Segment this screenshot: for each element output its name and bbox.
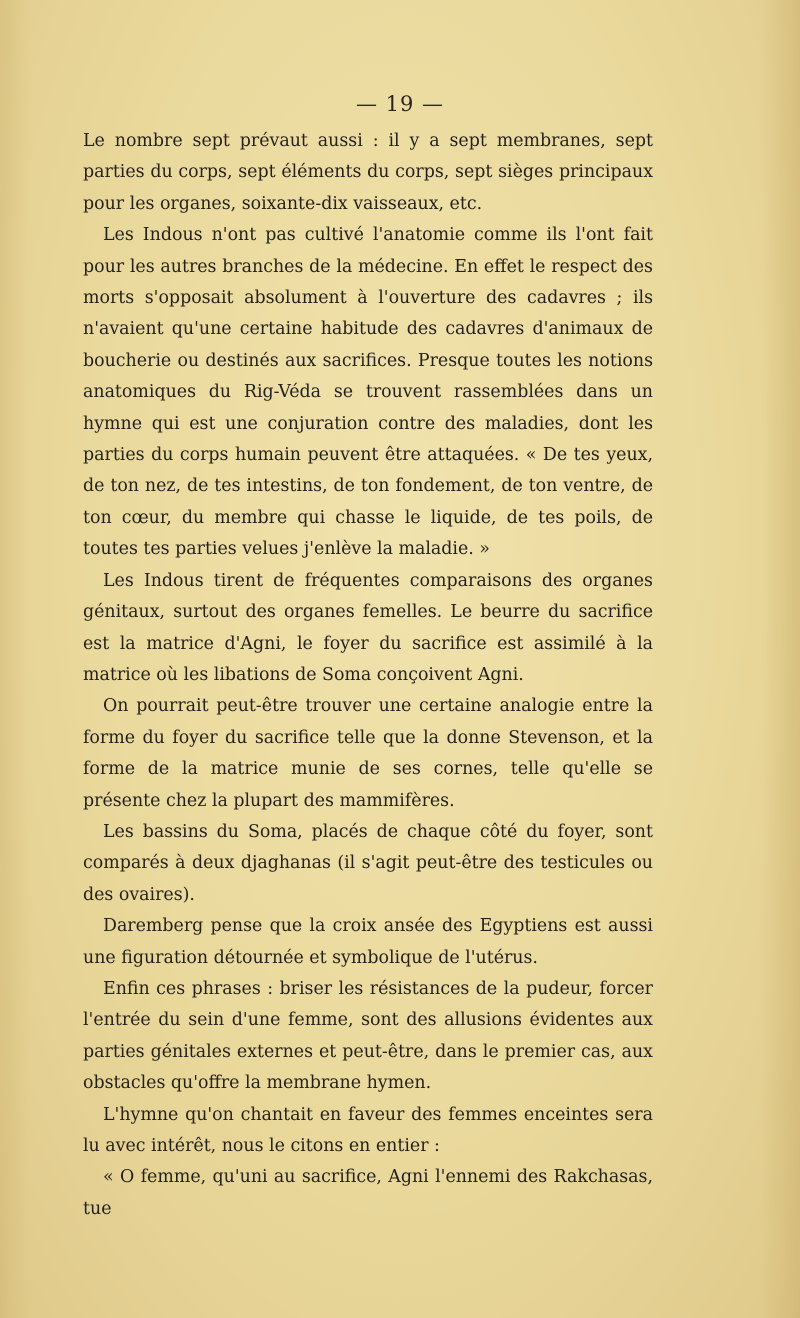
body-text bbox=[83, 126, 653, 1225]
paragraph: Le nombre sept prévaut aussi : il y a sept membranes, sept parties du corps, sept éléments du corps, sept sièges principaux pour les organes, soixante-dix vaisseaux, etc. bbox=[83, 131, 653, 214]
page-edge-shadow-right bbox=[760, 0, 800, 1318]
page-edge-shadow-left bbox=[0, 0, 30, 1318]
paragraph: Daremberg pense que la croix ansée des Egyptiens est aussi une figuration détournée et symbolique de l'utérus. bbox=[83, 916, 653, 968]
page-number: — 19 — bbox=[355, 92, 445, 116]
paragraph: Les Indous tirent de fréquentes comparaisons des organes génitaux, surtout des organes femelles. Le beurre du sacrifice est la matrice d'Agni, le foyer du sacrifice est assimilé à la matrice où les libations de Soma conçoivent Agni. bbox=[83, 570, 653, 685]
paragraph: « O femme, qu'uni au sacrifice, Agni l'ennemi des Rakchasas, tue bbox=[83, 1167, 653, 1219]
paragraph: Les Indous n'ont pas cultivé l'anatomie comme ils l'ont fait pour les autres branches de la médecine. En effet le respect des morts s'opposait absolument à l'ouverture des cadavres ; ils n'avaient qu'une certaine habitude des cadavres d'animaux de boucherie ou destinés aux sacrifices. Presque toutes les notions anatomiques du Rig-Véda se trouvent rassemblées dans un hymne qui est une conjuration contre des maladies, dont les parties du corps humain peuvent être attaquées. « De tes yeux, de ton nez, de tes intestins, de ton fondement, de ton ventre, de ton cœur, du membre qui chasse le liquide, de tes poils, de toutes tes parties velues j'enlève la maladie. » bbox=[83, 225, 653, 560]
paragraph: On pourrait peut-être trouver une certaine analogie entre la forme du foyer du sacrifice telle que la donne Stevenson, et la forme de la matrice munie de ses cornes, telle qu'elle se présente chez la plupart des mammifères. bbox=[83, 696, 653, 811]
paragraph: Les bassins du Soma, placés de chaque côté du foyer, sont comparés à deux djaghanas (il s'agit peut-être des testicules ou des ovaires). bbox=[83, 821, 653, 905]
paragraph: L'hymne qu'on chantait en faveur des femmes enceintes sera lu avec intérêt, nous le citons en entier : bbox=[83, 1104, 653, 1156]
paragraph: Enfin ces phrases : briser les résistances de la pudeur, forcer l'entrée du sein d'une femme, sont des allusions évidentes aux parties génitales externes et peut-être, dans le premier cas, aux obstacles qu'offre la membrane hymen. bbox=[83, 978, 653, 1094]
